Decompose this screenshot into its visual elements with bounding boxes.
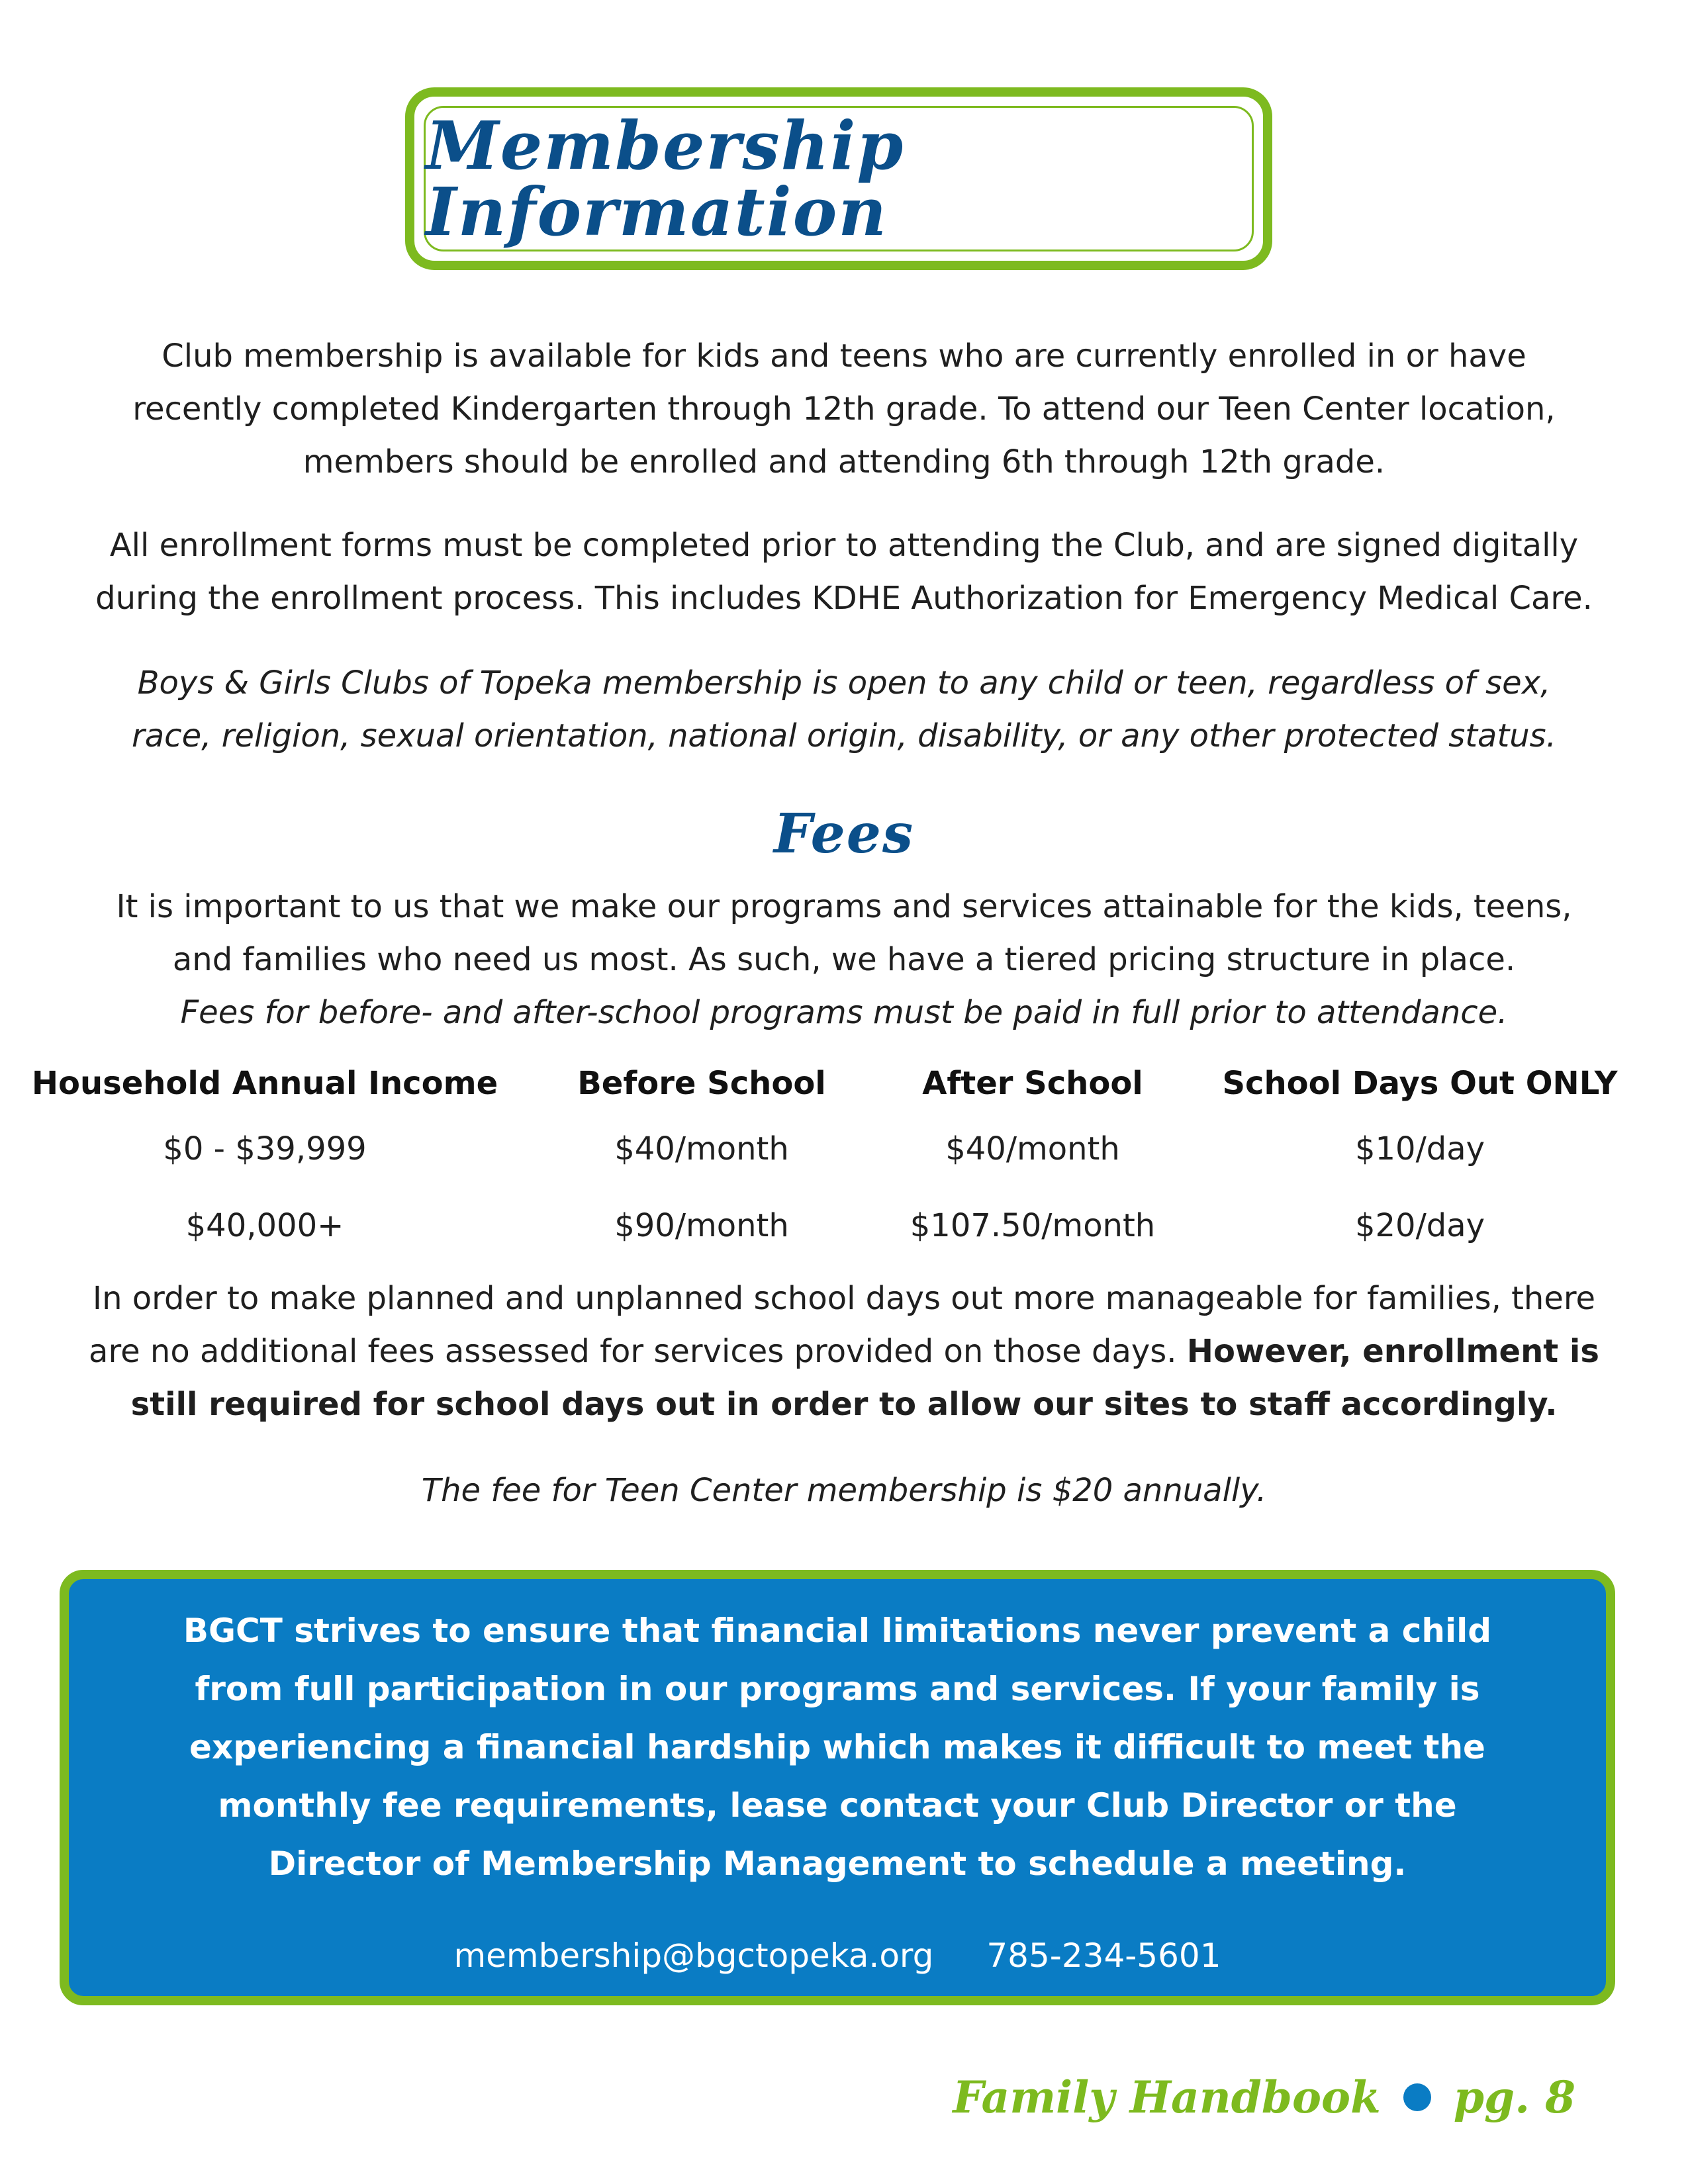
policy-line: race, religion, sexual orientation, national origin, disability, or any other protected status. — [132, 717, 1556, 754]
fees-line: It is important to us that we make our programs and services attainable for the kids, teens, — [116, 888, 1572, 925]
table-cell: $40,000+ — [185, 1207, 344, 1244]
teen-center-fee — [60, 1464, 1628, 1517]
callout-line: from full participation in our programs and services. If your family is — [195, 1670, 1480, 1708]
forms-line: during the enrollment process. This includes KDHE Authorization for Emergency Medical Care. — [95, 580, 1593, 617]
column-header-income: Household Annual Income — [31, 1065, 498, 1102]
forms-paragraph — [60, 519, 1628, 625]
policy-line: Boys & Girls Clubs of Topeka membership is open to any child or teen, regardless of sex, — [137, 664, 1551, 702]
callout-line: experiencing a financial hardship which makes it difficult to meet the — [189, 1728, 1485, 1766]
column-header-before-school: Before School — [577, 1065, 826, 1102]
intro-line: recently completed Kindergarten through 12th grade. To attend our Teen Center location, — [132, 390, 1556, 428]
days-out-line — [60, 1325, 1628, 1378]
title-frame-inner — [424, 106, 1254, 251]
table-cell: $40/month — [945, 1130, 1120, 1167]
intro-line: Club membership is available for kids and teens who are currently enrolled in or have — [162, 338, 1526, 375]
table-row — [20, 1111, 1668, 1187]
callout-line: BGCT strives to ensure that financial limitations never prevent a child — [183, 1612, 1492, 1650]
footer-label: Family Handbook — [953, 2071, 1381, 2123]
table-cell: $40/month — [614, 1130, 789, 1167]
days-out-emphasis-line: still required for school days out in order to allow our sites to staff accordingly. — [130, 1386, 1558, 1423]
table-cell: $10/day — [1354, 1130, 1485, 1167]
fees-heading: Fees — [773, 802, 915, 866]
fees-payment-note: Fees for before- and after-school programs must be paid in full prior to attendance. — [180, 994, 1508, 1031]
forms-line: All enrollment forms must be completed prior to attending the Club, and are signed digitally — [109, 527, 1579, 564]
table-cell: $20/day — [1354, 1207, 1485, 1244]
page-footer — [953, 2071, 1575, 2123]
fee-table — [20, 1056, 1668, 1264]
callout-line: Director of Membership Management to schedule a meeting. — [268, 1844, 1407, 1883]
teen-fee-line: The fee for Teen Center membership is $20 annually. — [421, 1472, 1267, 1509]
days-out-emphasis: However, enrollment is — [1186, 1333, 1599, 1370]
fees-paragraph — [60, 880, 1628, 1039]
callout-message — [82, 1602, 1593, 1893]
nondiscrimination-paragraph — [60, 657, 1628, 762]
fee-table-header-row — [20, 1056, 1668, 1111]
contact-email[interactable]: membership@bgctopeka.org — [453, 1936, 934, 1975]
fees-line: and families who need us most. As such, we have a tiered pricing structure in place. — [172, 941, 1516, 978]
table-cell: $107.50/month — [910, 1207, 1156, 1244]
page-title: Membership Information — [426, 107, 905, 251]
table-cell: $90/month — [614, 1207, 789, 1244]
bullet-dot-icon — [1403, 2083, 1431, 2111]
column-header-days-out: School Days Out ONLY — [1222, 1065, 1618, 1102]
callout-line: monthly fee requirements, lease contact your Club Director or the — [218, 1786, 1457, 1825]
table-row — [20, 1187, 1668, 1264]
days-out-paragraph — [60, 1272, 1628, 1431]
intro-paragraph — [60, 330, 1628, 488]
intro-line: members should be enrolled and attending 6th through 12th grade. — [303, 443, 1385, 480]
contact-info — [69, 1933, 1606, 1979]
financial-hardship-callout — [60, 1570, 1615, 2005]
table-cell: $0 - $39,999 — [163, 1130, 367, 1167]
days-out-text: are no additional fees assessed for services provided on those days. — [89, 1333, 1187, 1370]
title-frame — [405, 87, 1272, 270]
page-number: pg. 8 — [1453, 2071, 1575, 2123]
column-header-after-school: After School — [922, 1065, 1143, 1102]
days-out-line: In order to make planned and unplanned school days out more manageable for families, there — [92, 1280, 1596, 1317]
contact-phone[interactable]: 785-234-5601 — [986, 1936, 1221, 1975]
